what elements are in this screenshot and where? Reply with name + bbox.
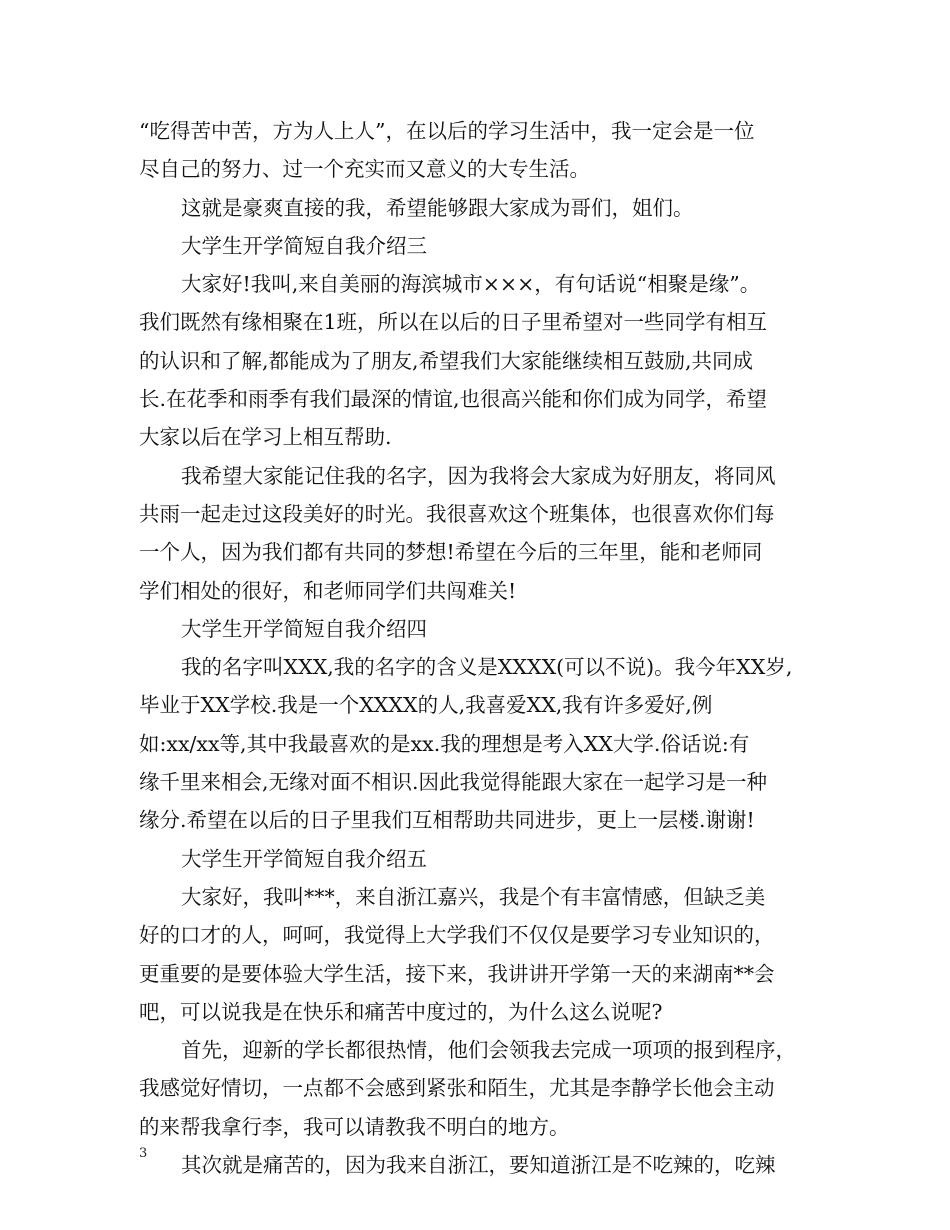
- text-line: 吧，可以说我是在快乐和痛苦中度过的，为什么这么说呢?: [139, 999, 663, 1024]
- text-line: 其次就是痛苦的，因为我来自浙江，要知道浙江是不吃辣的，吃辣: [181, 1153, 776, 1178]
- text-line: 我们既然有缘相聚在1班，所以在以后的日子里希望对一些同学有相互: [139, 310, 768, 335]
- section-heading: 大学生开学简短自我介绍四: [181, 616, 427, 641]
- document-body: [139, 112, 829, 1184]
- text-line: 如:xx/xx等,其中我最喜欢的是xx.我的理想是考入XX大学.俗话说:有: [139, 731, 750, 756]
- text-line: 毕业于XX学校.我是一个XXXX的人,我喜爱XX,我有许多爱好,例: [139, 693, 713, 718]
- text-line: 一个人，因为我们都有共同的梦想!希望在今后的三年里，能和老师同: [139, 540, 763, 565]
- section-heading: 大学生开学简短自我介绍三: [181, 233, 427, 258]
- section-heading: 大学生开学简短自我介绍五: [181, 846, 427, 871]
- text-line: 学们相处的很好，和老师同学们共闯难关!: [139, 578, 517, 603]
- text-line: 缘千里来相会,无缘对面不相识.因此我觉得能跟大家在一起学习是一种: [139, 770, 768, 795]
- page-number: 3: [139, 1146, 148, 1161]
- text-line: 长.在花季和雨季有我们最深的情谊,也很高兴能和你们成为同学，希望: [139, 387, 768, 412]
- text-line: 我的名字叫XXX,我的名字的含义是XXXX(可以不说)。我今年XX岁,: [181, 655, 793, 680]
- text-line: 好的口才的人，呵呵，我觉得上大学我们不仅仅是要学习专业知识的，: [139, 923, 775, 948]
- text-line: 首先，迎新的学长都很热情，他们会领我去完成一项项的报到程序，: [181, 1038, 796, 1063]
- text-line: 共雨一起走过这段美好的时光。我很喜欢这个班集体，也很喜欢你们每: [139, 501, 775, 526]
- text-line: 大家好，我叫***，来自浙江嘉兴，我是个有丰富情感，但缺乏美: [181, 884, 766, 909]
- text-line: 我希望大家能记住我的名字，因为我将会大家成为好朋友，将同风: [181, 463, 776, 488]
- text-line: 大家好!我叫,来自美丽的海滨城市×××，有句话说“相聚是缘”。: [181, 272, 761, 297]
- text-line: 这就是豪爽直接的我，希望能够跟大家成为哥们，姐们。: [181, 195, 694, 220]
- text-line: “吃得苦中苦，方为人上人”，在以后的学习生活中，我一定会是一位: [139, 119, 755, 143]
- text-line: 的来帮我拿行李，我可以请教我不明白的地方。: [139, 1114, 570, 1139]
- text-line: 我感觉好情切，一点都不会感到紧张和陌生，尤其是李静学长他会主动: [139, 1076, 775, 1101]
- text-line: 大家以后在学习上相互帮助.: [139, 425, 392, 450]
- text-line: 尽自己的努力、过一个充实而又意义的大专生活。: [139, 157, 590, 182]
- text-line: 的认识和了解,都能成为了朋友,希望我们大家能继续相互鼓励,共同成: [139, 348, 754, 373]
- text-line: 缘分.希望在以后的日子里我们互相帮助共同进步，更上一层楼.谢谢!: [139, 808, 755, 833]
- text-line: 更重要的是要体验大学生活，接下来，我讲讲开学第一天的来湖南**会: [139, 961, 775, 986]
